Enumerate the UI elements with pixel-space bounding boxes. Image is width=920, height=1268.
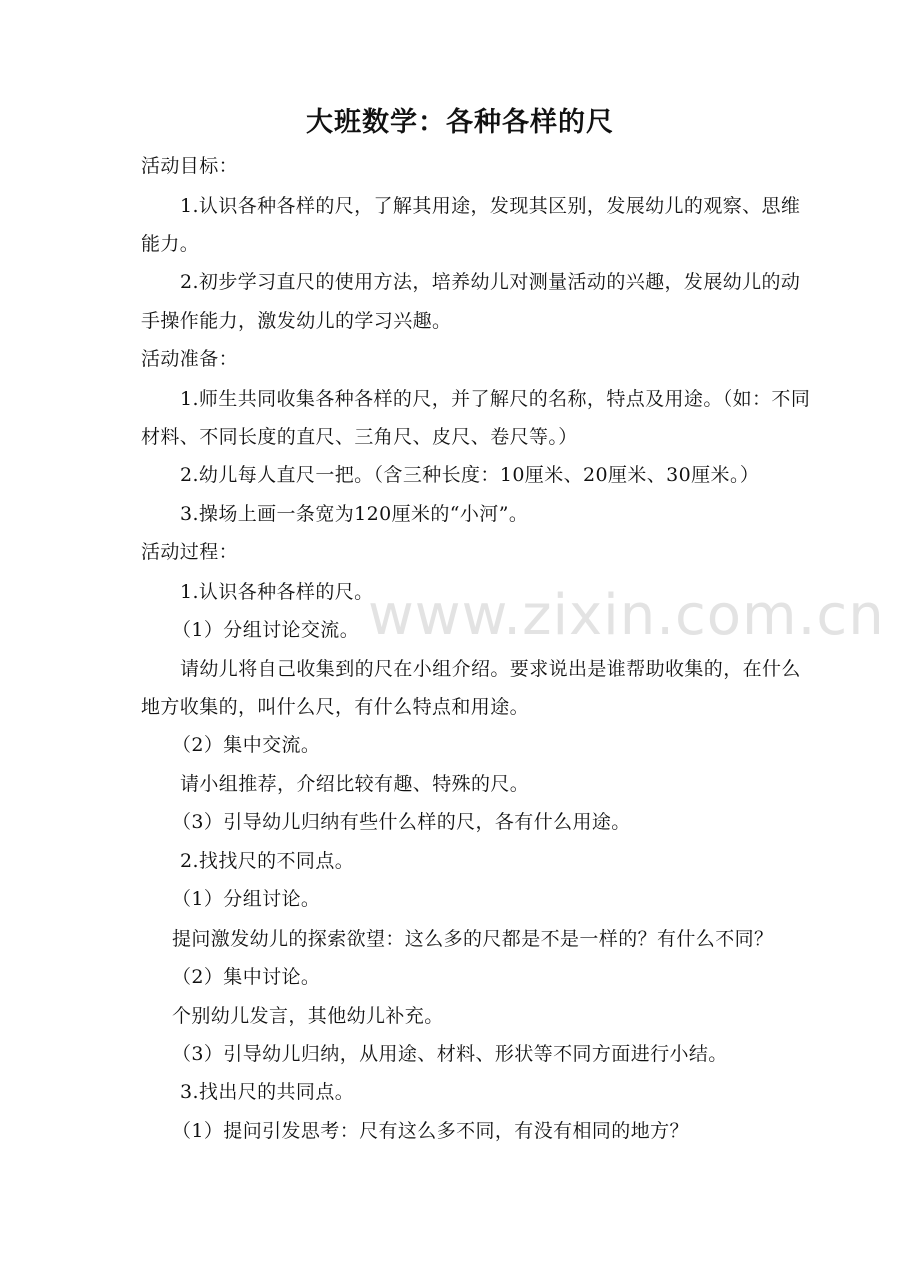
paragraph-line: 提问激发幼儿的探索欲望：这么多的尺都是不是一样的？有什么不同？ [172, 928, 774, 950]
paragraph-line: 3.找出尺的共同点。 [180, 1081, 355, 1103]
paragraph-line: 2.初步学习直尺的使用方法，培养幼儿对测量活动的兴趣，发展幼儿的动 [180, 271, 801, 293]
paragraph-line: 1.师生共同收集各种各样的尺，并了解尺的名称，特点及用途。（如：不同 [180, 388, 811, 410]
paragraph-line: （1）分组讨论交流。 [172, 619, 360, 641]
paragraph-line: （2）集中讨论。 [172, 966, 321, 988]
paragraph-line: （1）提问引发思考：尺有这么多不同，有没有相同的地方？ [172, 1120, 689, 1142]
watermark: www.zixin.com.cn [368, 583, 885, 648]
paragraph-line: 2.找找尺的不同点。 [180, 850, 355, 872]
paragraph-line: 个别幼儿发言，其他幼儿补充。 [172, 1005, 444, 1027]
paragraph-line: （3）引导幼儿归纳，从用途、材料、形状等不同方面进行小结。 [172, 1043, 728, 1065]
paragraph-line: 请幼儿将自己收集到的尺在小组介绍。要求说出是谁帮助收集的，在什么 [180, 658, 801, 680]
paragraph-line: 1.认识各种各样的尺，了解其用途，发现其区别，发展幼儿的观察、思维 [180, 195, 801, 217]
paragraph-line: 3.操场上画一条宽为120厘米的“小河”。 [180, 503, 529, 525]
paragraph-line: 能力。 [141, 233, 200, 255]
section-heading-process: 活动过程： [141, 541, 239, 563]
paragraph-line: 请小组推荐，介绍比较有趣、特殊的尺。 [180, 773, 530, 795]
paragraph-line: 地方收集的，叫什么尺，有什么特点和用途。 [141, 696, 530, 718]
paragraph-line: （2）集中交流。 [172, 734, 321, 756]
paragraph-line: 1.认识各种各样的尺。 [180, 581, 374, 603]
paragraph-line: 材料、不同长度的直尺、三角尺、皮尺、卷尺等。） [141, 426, 578, 448]
paragraph-line: 手操作能力，激发幼儿的学习兴趣。 [141, 310, 452, 332]
paragraph-line: （3）引导幼儿归纳有些什么样的尺，各有什么用途。 [172, 811, 631, 833]
paragraph-line: 2.幼儿每人直尺一把。（含三种长度：10厘米、20厘米、30厘米。） [180, 464, 760, 486]
section-heading-preparation: 活动准备： [141, 348, 239, 370]
document-title: 大班数学：各种各样的尺 [306, 107, 614, 138]
paragraph-line: （1）分组讨论。 [172, 888, 321, 910]
section-heading-goals: 活动目标： [141, 155, 239, 177]
